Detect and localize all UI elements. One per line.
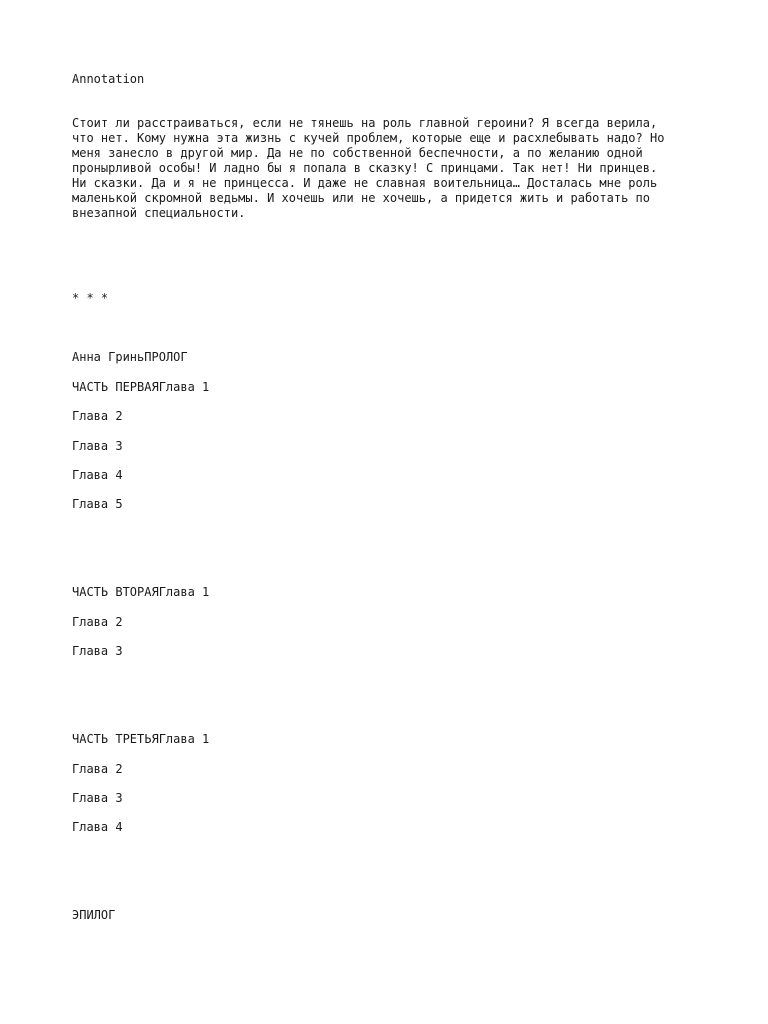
toc-part1-chapter1: ЧАСТЬ ПЕРВАЯГлава 1 xyxy=(72,380,210,394)
section-separator: * * * xyxy=(72,291,109,305)
toc-part1-chapter4: Глава 4 xyxy=(72,468,123,482)
toc-part2-chapter1: ЧАСТЬ ВТОРАЯГлава 1 xyxy=(72,585,210,599)
annotation-text: Стоит ли расстраиваться, если не тянешь на роль главной героини? Я всегда верила, что нет. Кому нужна эта жизнь с кучей проблем, которые еще и расхлебывать надо? Но меня занесло в другой мир. Да не по собственной беспечности, а по желанию одной пронырливой особы! И ладно бы я попала в сказку! С принцами. Так нет! Ни принцев. Ни сказки. Да и я не принцесса. И даже не славная воительница… Досталась мне роль маленькой скромной ведьмы. И хочешь или не хочешь, а придется жить и работать по внезапной специальности. xyxy=(72,116,665,220)
toc-part2-chapter3: Глава 3 xyxy=(72,644,123,658)
toc-part3-chapter1: ЧАСТЬ ТРЕТЬЯГлава 1 xyxy=(72,732,210,746)
annotation-heading: Annotation xyxy=(72,72,145,86)
toc-prologue: Анна ГриньПРОЛОГ xyxy=(72,350,188,364)
toc-part3-chapter2: Глава 2 xyxy=(72,762,123,776)
toc-part2-chapter2: Глава 2 xyxy=(72,615,123,629)
toc-part1-chapter3: Глава 3 xyxy=(72,439,123,453)
toc-part3-chapter4: Глава 4 xyxy=(72,820,123,834)
toc-part1-chapter5: Глава 5 xyxy=(72,497,123,511)
toc-epilogue: ЭПИЛОГ xyxy=(72,908,116,922)
toc-part1-chapter2: Глава 2 xyxy=(72,409,123,423)
toc-part3-chapter3: Глава 3 xyxy=(72,791,123,805)
